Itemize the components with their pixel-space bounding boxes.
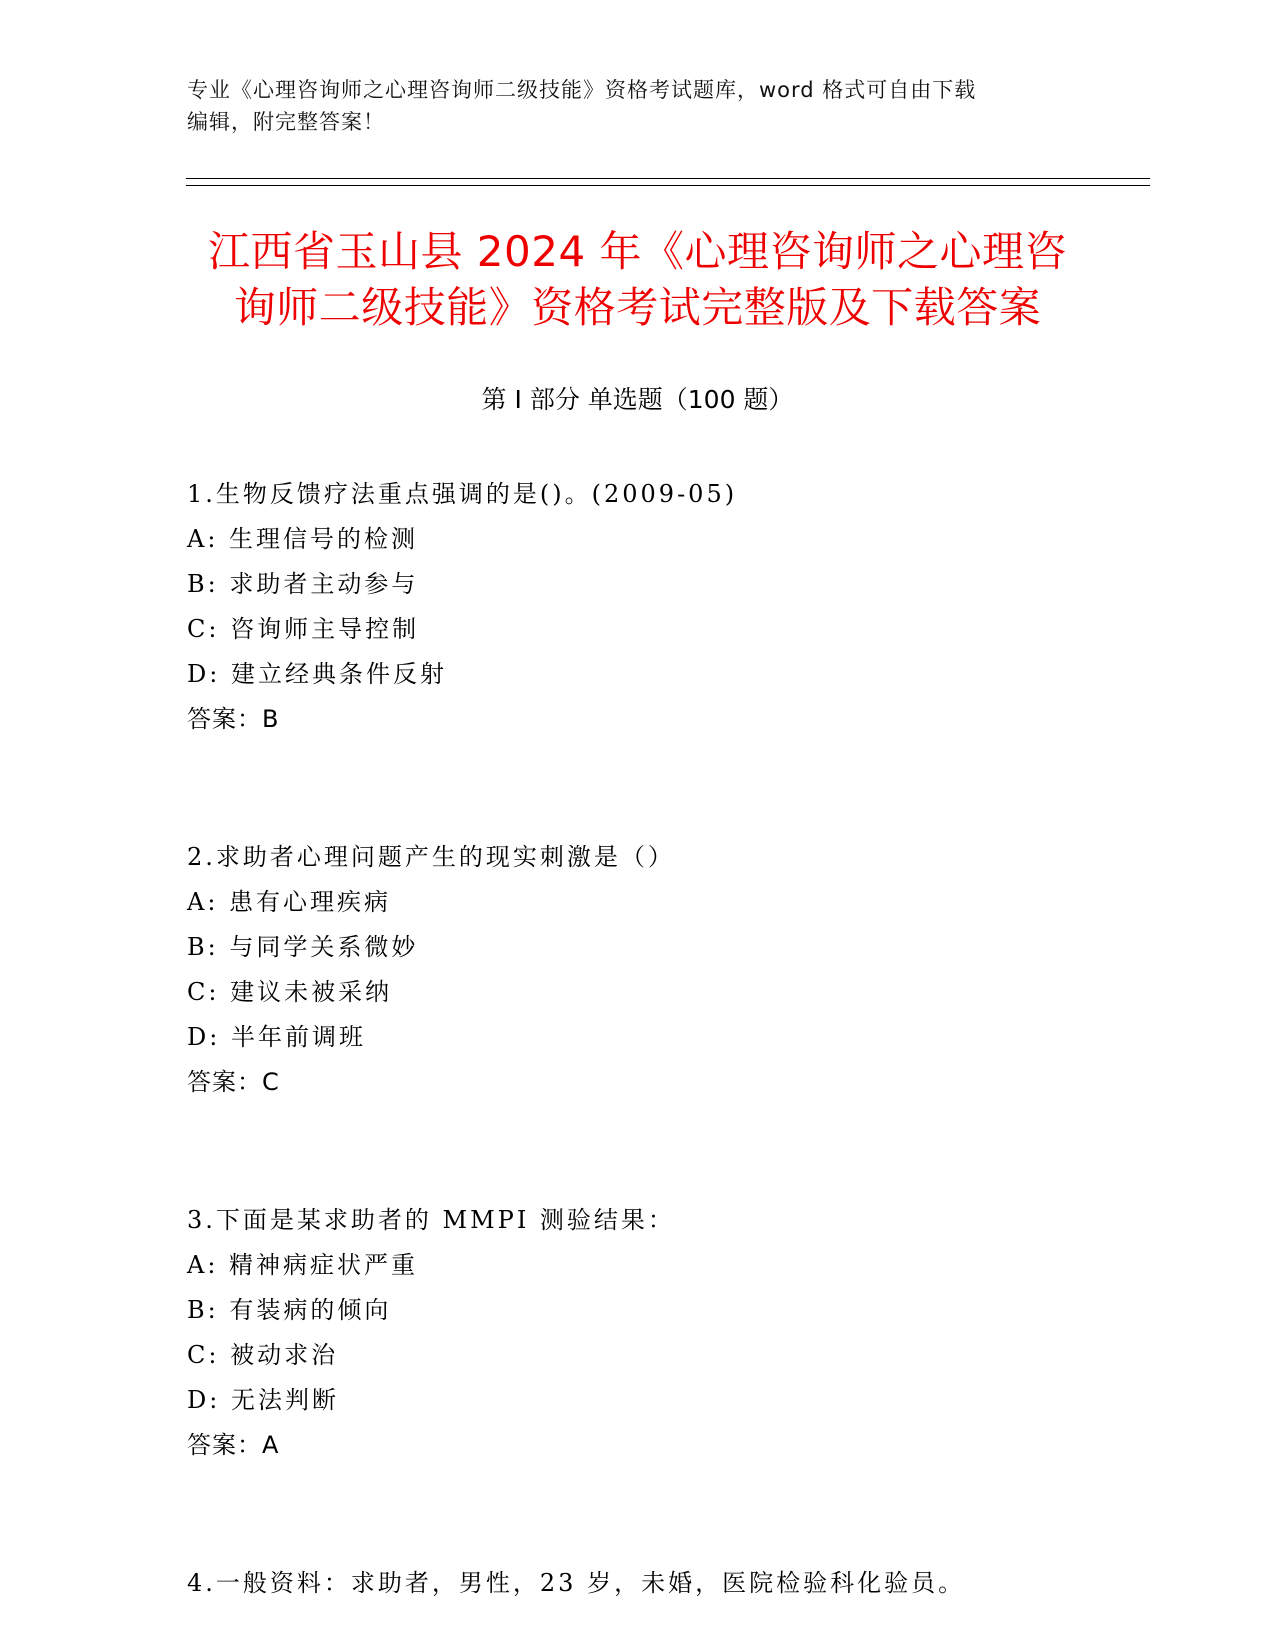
document-title-line2: 询师二级技能》资格考试完整版及下载答案 bbox=[233, 283, 1042, 332]
answer-label: 答案： bbox=[187, 1068, 262, 1096]
question-1 bbox=[187, 472, 1137, 742]
question-3 bbox=[187, 1198, 1137, 1468]
answer-value: C bbox=[262, 1068, 280, 1096]
question-list bbox=[187, 472, 1137, 1606]
option-d: D: 建立经典条件反射 bbox=[187, 660, 447, 688]
option-c: C: 建议未被采纳 bbox=[187, 978, 393, 1006]
option-b: B: 求助者主动参与 bbox=[187, 570, 419, 598]
option-c: C: 咨询师主导控制 bbox=[187, 615, 420, 643]
question-stem: 3.下面是某求助者的 MMPI 测验结果： bbox=[187, 1206, 675, 1234]
header-note-line1: 专业《心理咨询师之心理咨询师二级技能》资格考试题库，word 格式可自由下载 bbox=[187, 78, 977, 102]
header-note-line2: 编辑，附完整答案！ bbox=[187, 110, 385, 134]
option-b: B: 与同学关系微妙 bbox=[187, 933, 419, 961]
header-rule-top bbox=[186, 178, 1150, 179]
question-4 bbox=[187, 1561, 1137, 1606]
option-b: B: 有装病的倾向 bbox=[187, 1296, 392, 1324]
option-a: A: 生理信号的检测 bbox=[187, 525, 419, 553]
option-d: D: 无法判断 bbox=[187, 1386, 339, 1414]
answer-label: 答案： bbox=[187, 1431, 262, 1459]
option-a: A: 患有心理疾病 bbox=[187, 888, 392, 916]
section-title: 第 I 部分 单选题（100 题） bbox=[481, 385, 794, 414]
answer-line bbox=[187, 697, 1137, 742]
document-title-line1: 江西省玉山县 2024 年《心理咨询师之心理咨 bbox=[207, 227, 1068, 276]
answer-value: B bbox=[262, 705, 280, 733]
answer-value: A bbox=[262, 1431, 280, 1459]
header-rule-bottom bbox=[186, 185, 1150, 186]
answer-line bbox=[187, 1060, 1137, 1105]
answer-line bbox=[187, 1423, 1137, 1468]
question-stem: 2.求助者心理问题产生的现实刺激是（） bbox=[187, 843, 675, 871]
document-title bbox=[150, 224, 1125, 336]
option-d: D: 半年前调班 bbox=[187, 1023, 366, 1051]
question-2 bbox=[187, 835, 1137, 1105]
option-c: C: 被动求治 bbox=[187, 1341, 339, 1369]
question-stem: 4.一般资料：求助者，男性，23 岁，未婚，医院检验科化验员。 bbox=[187, 1569, 966, 1597]
question-stem: 1.生物反馈疗法重点强调的是()。(2009-05) bbox=[187, 480, 738, 508]
option-a: A: 精神病症状严重 bbox=[187, 1251, 419, 1279]
header-note bbox=[187, 74, 1087, 138]
answer-label: 答案： bbox=[187, 705, 262, 733]
